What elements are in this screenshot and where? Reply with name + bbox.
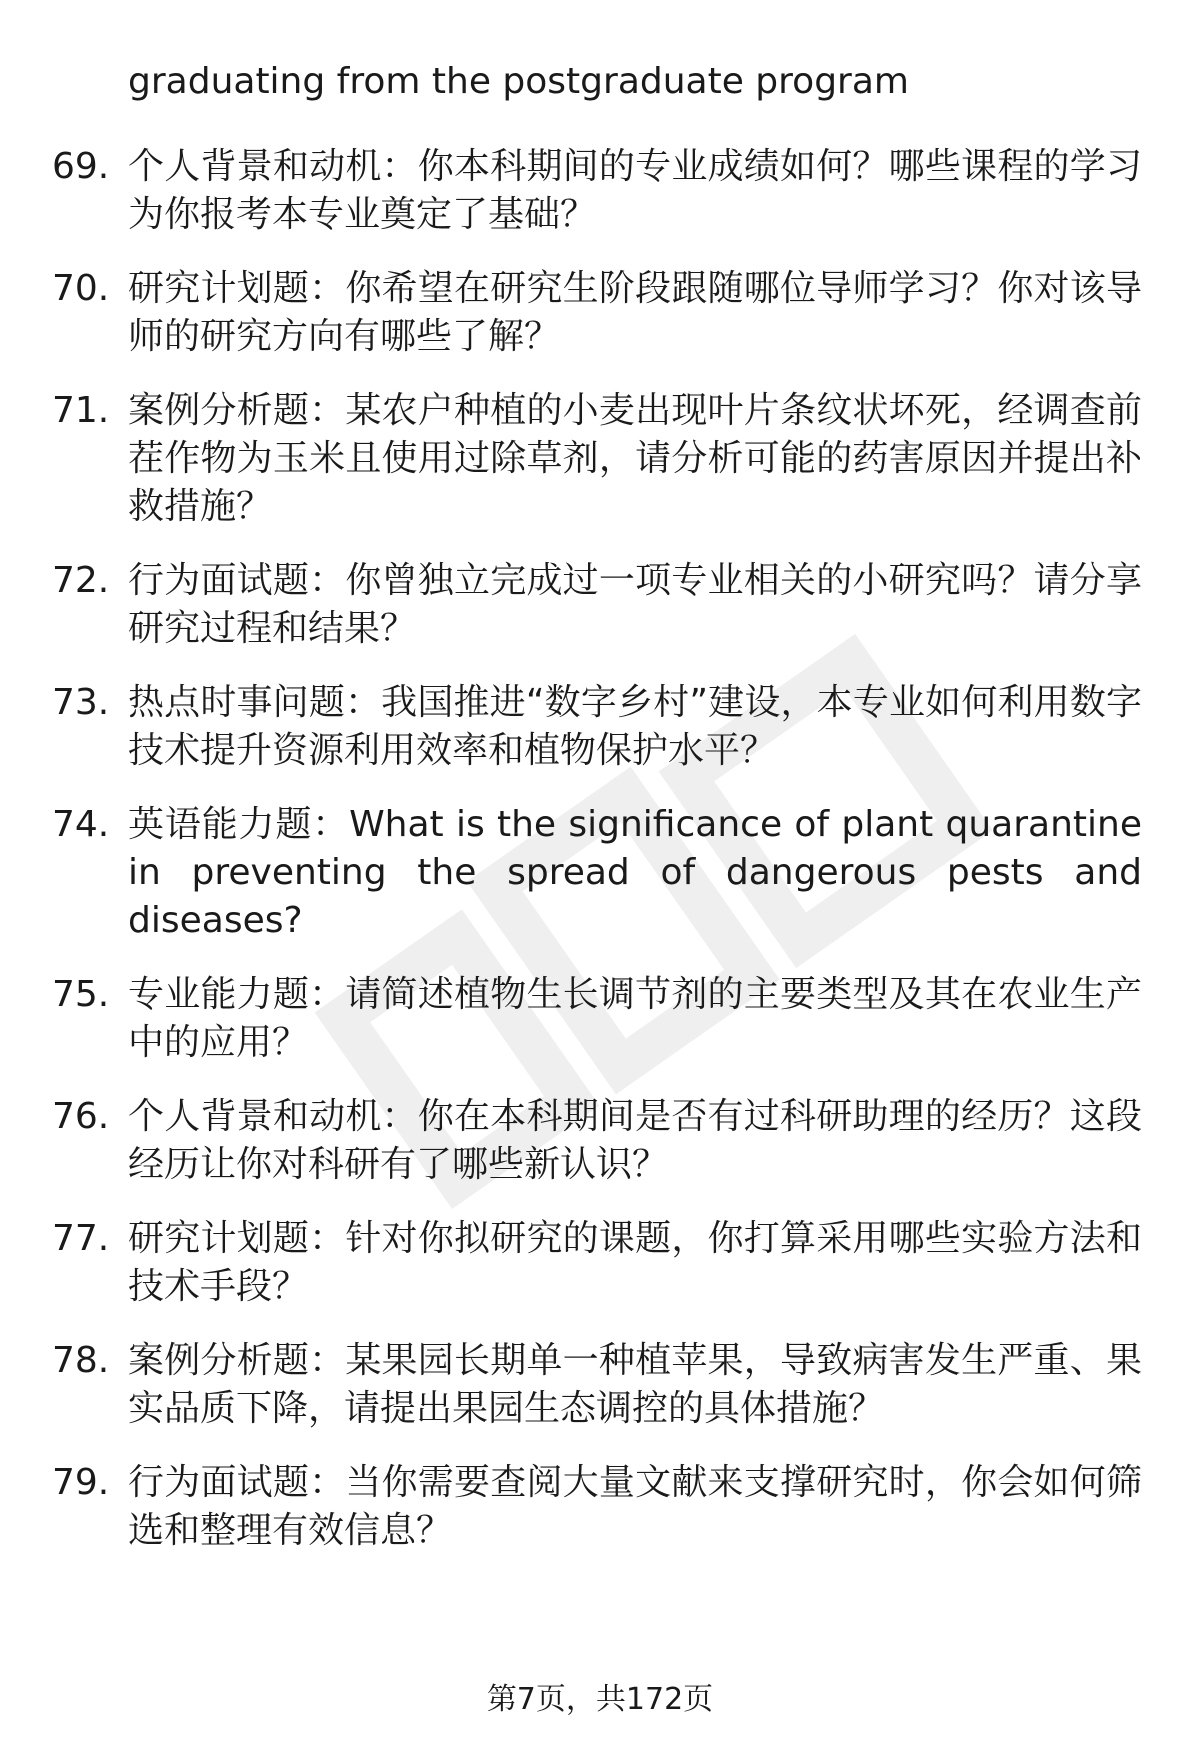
question-number: 74. [52, 804, 110, 845]
list-item [52, 1459, 1142, 1555]
question-text: 行为面试题：当你需要查阅大量文献来支撑研究时，你会如何筛选和整理有效信息？ [128, 1462, 1142, 1551]
question-text: 热点时事问题：我国推进“数字乡村”建设，本专业如何利用数字技术提升资源利用效率和植物保护水平？ [128, 682, 1142, 771]
question-text: 行为面试题：你曾独立完成过一项专业相关的小研究吗？请分享研究过程和结果？ [128, 560, 1142, 649]
question-number: 79. [52, 1462, 110, 1503]
page-footer: 第7页，共172页 [486, 1682, 714, 1717]
question-number: 77. [52, 1218, 110, 1259]
question-text: 案例分析题：某果园长期单一种植苹果，导致病害发生严重、果实品质下降，请提出果园生态调控的具体措施？ [128, 1340, 1142, 1429]
list-item [52, 679, 1142, 775]
question-text: 案例分析题：某农户种植的小麦出现叶片条纹状坏死，经调查前茬作物为玉米且使用过除草剂，请分析可能的药害原因并提出补救措施？ [128, 390, 1142, 527]
list-item [52, 971, 1142, 1067]
question-text: 个人背景和动机：你本科期间的专业成绩如何？哪些课程的学习为你报考本专业奠定了基础？ [128, 146, 1142, 235]
question-list [52, 143, 1142, 1581]
list-item [52, 265, 1142, 361]
question-number: 70. [52, 268, 110, 309]
list-item [52, 143, 1142, 239]
question-text: 个人背景和动机：你在本科期间是否有过科研助理的经历？这段经历让你对科研有了哪些新认识？ [128, 1096, 1142, 1185]
question-number: 75. [52, 974, 110, 1015]
list-item [52, 557, 1142, 653]
question-number: 69. [52, 146, 110, 187]
question-text: 英语能力题：What is the significance of plant quarantine in preventing the spread of dangerous pests and diseases? [128, 804, 1142, 941]
question-number: 73. [52, 682, 110, 723]
continuation-line: graduating from the postgraduate program [128, 61, 909, 102]
list-item [52, 1093, 1142, 1189]
question-number: 78. [52, 1340, 110, 1381]
question-text: 研究计划题：你希望在研究生阶段跟随哪位导师学习？你对该导师的研究方向有哪些了解？ [128, 268, 1142, 357]
question-number: 72. [52, 560, 110, 601]
list-item [52, 1337, 1142, 1433]
question-text: 研究计划题：针对你拟研究的课题，你打算采用哪些实验方法和技术手段？ [128, 1218, 1142, 1307]
question-number: 71. [52, 390, 110, 431]
question-number: 76. [52, 1096, 110, 1137]
list-item [52, 1215, 1142, 1311]
list-item [52, 801, 1142, 945]
list-item [52, 387, 1142, 531]
question-text: 专业能力题：请简述植物生长调节剂的主要类型及其在农业生产中的应用？ [128, 974, 1142, 1063]
